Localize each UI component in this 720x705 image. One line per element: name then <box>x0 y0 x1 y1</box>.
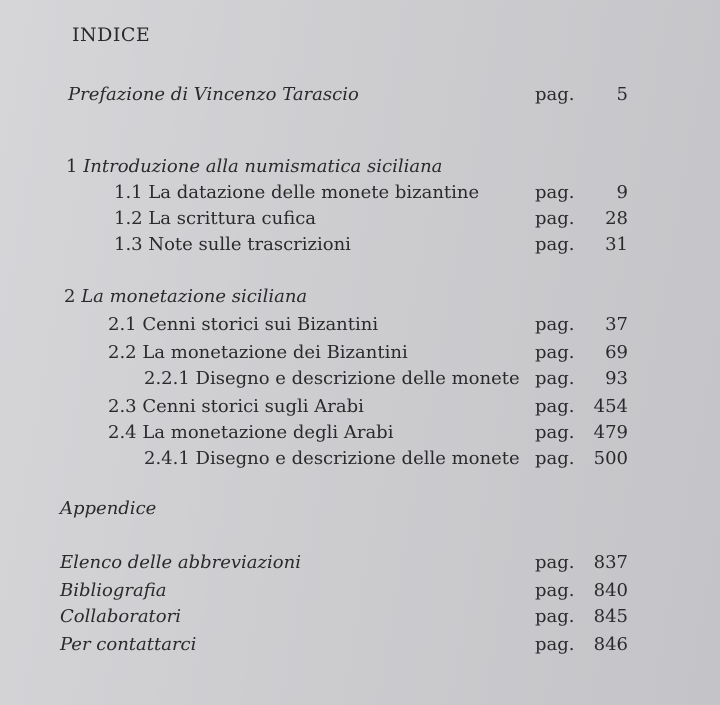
toc-entry-label: Prefazione di Vincenzo Tarascio <box>68 84 359 105</box>
toc-entry-label: Per contattarci <box>60 634 197 655</box>
toc-page-number: 9 <box>616 182 628 203</box>
toc-page-number: 479 <box>593 422 628 443</box>
toc-pag-label: pag. <box>535 422 575 443</box>
toc-pag-label: pag. <box>535 368 575 389</box>
toc-entry[interactable] <box>0 366 720 392</box>
toc-page-number: 840 <box>593 580 628 601</box>
toc-pag-label: pag. <box>535 234 575 255</box>
toc-entry[interactable] <box>0 340 720 366</box>
toc-page-number: 5 <box>616 84 628 105</box>
toc-entry[interactable] <box>0 312 720 338</box>
toc-page-number: 454 <box>593 396 628 417</box>
toc-pag-label: pag. <box>535 552 575 573</box>
toc-page-number: 28 <box>605 208 628 229</box>
toc-entry[interactable] <box>0 394 720 420</box>
toc-entry-label: 2.1 Cenni storici sui Bizantini <box>108 314 379 335</box>
toc-entry-label: 2.4 La monetazione degli Arabi <box>108 422 394 443</box>
toc-entry[interactable] <box>0 180 720 206</box>
toc-entry-label: 2.3 Cenni storici sugli Arabi <box>108 396 364 417</box>
toc-entry[interactable] <box>0 420 720 446</box>
toc-pag-label: pag. <box>535 448 575 469</box>
toc-pag-label: pag. <box>535 182 575 203</box>
toc-entry-label: 1.2 La scrittura cufica <box>114 208 317 229</box>
toc-page-number: 837 <box>593 552 628 573</box>
toc-entry-label: Bibliografia <box>60 580 167 601</box>
toc-entry-label: Elenco delle abbreviazioni <box>60 552 301 573</box>
chapter-2-number: 2 <box>64 286 76 307</box>
chapter-2-heading[interactable] <box>64 284 307 310</box>
toc-page-number: 846 <box>593 634 628 655</box>
appendix-heading[interactable]: Appendice <box>60 498 157 519</box>
toc-page-number: 31 <box>605 234 628 255</box>
toc-entry[interactable] <box>0 206 720 232</box>
index-title: INDICE <box>72 24 151 46</box>
toc-page-number: 37 <box>605 314 628 335</box>
toc-entry[interactable] <box>0 550 720 576</box>
toc-page-number: 500 <box>593 448 628 469</box>
toc-pag-label: pag. <box>535 342 575 363</box>
toc-page-number: 93 <box>605 368 628 389</box>
toc-pag-label: pag. <box>535 84 575 105</box>
toc-pag-label: pag. <box>535 314 575 335</box>
toc-entry-label: Collaboratori <box>60 606 181 627</box>
chapter-1-heading[interactable] <box>66 154 442 180</box>
toc-pag-label: pag. <box>535 396 575 417</box>
toc-entry-label: 1.1 La datazione delle monete bizantine <box>114 182 480 203</box>
toc-pag-label: pag. <box>535 208 575 229</box>
toc-entry[interactable] <box>0 446 720 472</box>
toc-entry-label: 1.3 Note sulle trascrizioni <box>114 234 351 255</box>
toc-entry-label: 2.2.1 Disegno e descrizione delle monete <box>144 368 520 389</box>
chapter-1-title: Introduzione alla numismatica siciliana <box>83 156 443 177</box>
toc-entry-label: 2.4.1 Disegno e descrizione delle monete <box>144 448 520 469</box>
chapter-1-number: 1 <box>66 156 78 177</box>
toc-entry-preface[interactable] <box>0 82 720 108</box>
toc-entry[interactable] <box>0 604 720 630</box>
toc-page-number: 69 <box>605 342 628 363</box>
toc-entry[interactable] <box>0 578 720 604</box>
toc-pag-label: pag. <box>535 634 575 655</box>
toc-entry[interactable] <box>0 232 720 258</box>
chapter-2-title: La monetazione siciliana <box>81 286 308 307</box>
toc-page-number: 845 <box>593 606 628 627</box>
toc-entry[interactable] <box>0 632 720 658</box>
toc-entry-label: 2.2 La monetazione dei Bizantini <box>108 342 408 363</box>
toc-pag-label: pag. <box>535 606 575 627</box>
toc-pag-label: pag. <box>535 580 575 601</box>
